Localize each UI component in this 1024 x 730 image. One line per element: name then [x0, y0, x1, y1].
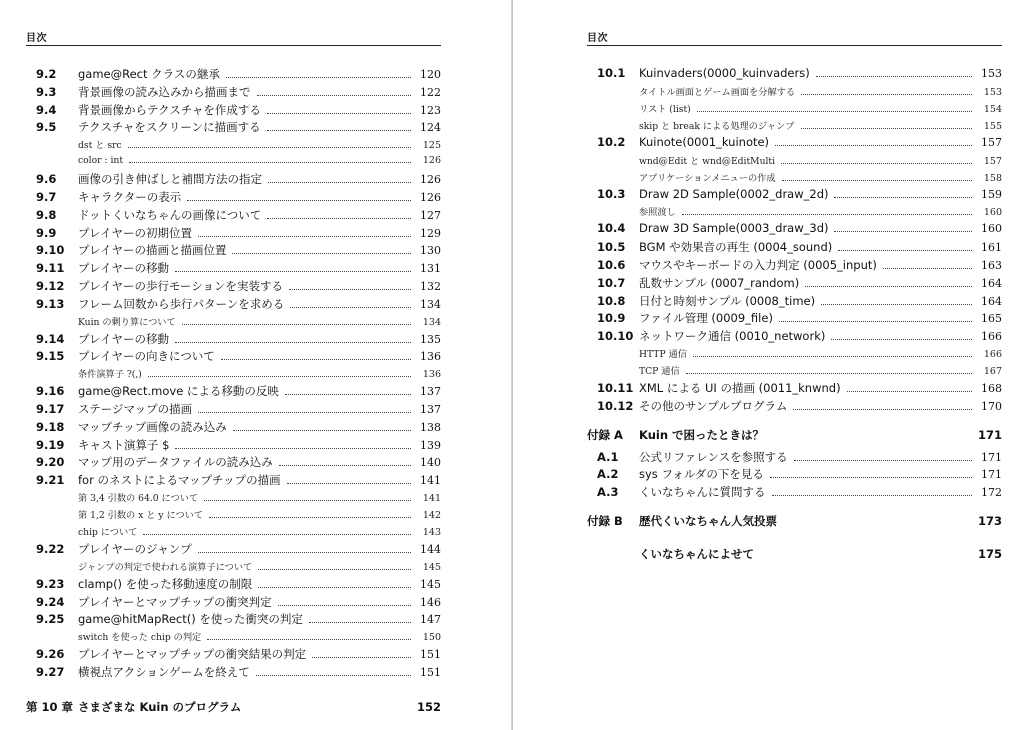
toc-section-entry[interactable]	[26, 171, 441, 189]
toc-entry-page-number: 166	[981, 330, 1002, 344]
toc-entry-title: フレーム回数から歩行パターンを求める	[78, 296, 285, 311]
toc-subsection-entry[interactable]	[587, 346, 1002, 363]
toc-subsection-entry[interactable]	[26, 490, 441, 507]
toc-entry-title: アプリケーションメニューの作成	[639, 172, 776, 184]
toc-entry-title: ジャンプの判定で使われる演算子について	[78, 561, 253, 573]
toc-entry-number: 10.5	[597, 240, 626, 255]
toc-section-entry[interactable]	[587, 275, 1002, 293]
toc-entry-page-number: 154	[983, 103, 1002, 115]
toc-entry-title: 参照渡し	[639, 207, 676, 219]
dot-leader	[794, 450, 972, 460]
toc-entry-page-number: 175	[977, 546, 1002, 561]
toc-entry-title: プレイヤーの歩行モーションを実装する	[78, 278, 284, 293]
dot-leader	[207, 632, 411, 640]
dot-leader	[838, 241, 972, 251]
toc-section-entry[interactable]	[26, 348, 441, 366]
toc-subsection-entry[interactable]	[587, 101, 1002, 118]
toc-entry-number: 10.7	[597, 275, 626, 290]
toc-entry-title: Kuin の剰り算について	[78, 316, 176, 328]
toc-subsection-entry[interactable]	[26, 154, 441, 171]
toc-entry-page-number: 157	[981, 135, 1002, 149]
dot-leader	[257, 86, 412, 96]
dot-leader	[805, 277, 972, 287]
dot-leader	[175, 332, 411, 342]
toc-section-entry[interactable]	[587, 466, 1002, 484]
toc-entry-title: タイトル画面とゲーム画面を分解する	[639, 86, 796, 98]
dot-leader	[686, 366, 972, 374]
toc-section-entry[interactable]	[587, 398, 1002, 416]
dot-leader	[129, 154, 411, 162]
toc-entry-number: 10.3	[597, 186, 626, 201]
toc-spacer	[587, 416, 1002, 427]
dot-leader	[268, 173, 411, 183]
toc-entry-title: プレイヤーの描画と描画位置	[78, 243, 227, 258]
toc-section-entry[interactable]	[26, 225, 441, 243]
toc-entry-number: 9.8	[36, 207, 57, 222]
toc-entry-page-number: 159	[981, 187, 1002, 201]
toc-entry-title: 画像の引き伸ばしと補間方法の指定	[78, 172, 262, 187]
toc-entry-page-number: 157	[983, 155, 1002, 167]
toc-entry-number: A.2	[597, 467, 619, 482]
toc-subsection-entry[interactable]	[587, 363, 1002, 380]
toc-entry-number: 9.23	[36, 576, 65, 591]
toc-entry-page-number: 160	[981, 222, 1002, 236]
toc-entry-title: リスト (list)	[639, 103, 691, 115]
dot-leader	[831, 330, 972, 340]
toc-entry-page-number: 137	[420, 402, 441, 416]
toc-entry-page-number: 161	[981, 241, 1002, 255]
toc-entry-page-number: 163	[981, 258, 1002, 272]
toc-entry-page-number: 120	[420, 68, 441, 81]
toc-entry-number: 9.19	[36, 437, 65, 452]
dot-leader	[187, 191, 411, 201]
dot-leader	[697, 103, 972, 111]
toc-entry-number: 9.5	[36, 120, 57, 135]
toc-entry-page-number: 146	[420, 595, 441, 609]
toc-entry-title: sys フォルダの下を見る	[639, 467, 764, 482]
toc-entry-title: 背景画像からテクスチャを作成する	[78, 102, 261, 117]
toc-entry-number: 10.2	[597, 134, 626, 149]
toc-entry-title: 条件演算子 ?(,)	[78, 369, 142, 381]
toc-entry-number: 9.3	[36, 84, 57, 99]
toc-entry-title: XML による UI の描画 (0011_knwnd)	[639, 380, 841, 395]
toc-list	[587, 66, 1002, 568]
toc-subsection-entry[interactable]	[587, 204, 1002, 221]
toc-entry-number: 10.9	[597, 311, 626, 326]
chapter-heading[interactable]	[26, 699, 441, 715]
dot-leader	[782, 172, 972, 180]
toc-entry-page-number: 137	[420, 385, 441, 399]
toc-entry-number: 9.11	[36, 261, 65, 276]
toc-section-entry[interactable]	[587, 293, 1002, 311]
toc-entry-title: HTTP 通信	[639, 348, 687, 360]
toc-entry-page-number: 125	[422, 140, 441, 152]
running-header: 目次	[587, 33, 608, 44]
dot-leader	[175, 438, 411, 448]
dot-leader	[198, 403, 411, 413]
toc-entry-page-number: 136	[420, 350, 441, 364]
toc-entry-title: for のネストによるマップチップの描画	[78, 473, 281, 488]
toc-entry-title: chip について	[78, 526, 138, 538]
dot-leader	[198, 543, 411, 553]
toc-entry-number: 10.6	[597, 257, 626, 272]
toc-section-entry[interactable]	[26, 576, 441, 594]
toc-entry-page-number: 164	[981, 294, 1002, 308]
toc-section-entry[interactable]	[587, 239, 1002, 257]
toc-entry-number: 9.18	[36, 419, 65, 434]
toc-subsection-entry[interactable]	[26, 559, 441, 576]
toc-entry-page-number: 145	[420, 577, 441, 591]
dot-leader	[148, 369, 411, 377]
dot-leader	[204, 493, 411, 501]
dot-leader	[834, 187, 972, 197]
dot-leader	[834, 222, 972, 232]
toc-entry-title: マップチップ画像の読み込み	[78, 419, 227, 434]
toc-entry-title: プレイヤーのジャンプ	[78, 541, 192, 556]
toc-section-entry[interactable]	[587, 449, 1002, 467]
toc-entry-page-number: 160	[983, 207, 1002, 219]
dot-leader	[775, 136, 972, 146]
toc-section-entry[interactable]	[26, 664, 441, 682]
toc-entry-title: dst と src	[78, 140, 122, 152]
dot-leader	[285, 385, 411, 395]
toc-entry-page-number: 127	[420, 208, 441, 222]
toc-subsection-entry[interactable]	[26, 137, 441, 154]
toc-entry-page-number: 139	[420, 438, 441, 452]
toc-section-entry[interactable]	[26, 296, 441, 314]
toc-entry-number: 9.27	[36, 664, 65, 679]
toc-subsection-entry[interactable]	[587, 84, 1002, 101]
toc-section-entry[interactable]	[587, 66, 1002, 84]
toc-entry-number: 9.20	[36, 455, 65, 470]
toc-entry-page-number: 167	[983, 365, 1002, 377]
toc-entry-number: 9.10	[36, 243, 65, 258]
toc-entry-title: プレイヤーの初期位置	[78, 225, 192, 240]
toc-section-entry[interactable]	[26, 331, 441, 349]
toc-entry-title: ドットくいなちゃんの画像について	[78, 207, 262, 222]
toc-entry-page-number: 126	[420, 173, 441, 187]
toc-entry-page-number: 132	[420, 279, 441, 293]
toc-entry-number: 9.25	[36, 612, 65, 627]
dot-leader	[258, 561, 411, 569]
toc-entry-number: 10.10	[597, 329, 634, 344]
toc-section-entry[interactable]	[26, 454, 441, 472]
toc-entry-title: キャスト演算子 $	[78, 437, 170, 452]
toc-entry-title: game@hitMapRect() を使った衝突の判定	[78, 612, 303, 627]
toc-section-entry[interactable]	[26, 646, 441, 664]
toc-entry-title: game@Rect.move による移動の反映	[78, 384, 279, 399]
dot-leader	[267, 209, 411, 219]
toc-entry-title: skip と break による処理のジャンプ	[639, 120, 795, 132]
toc-entry-page-number: 166	[983, 348, 1002, 360]
dot-leader	[289, 280, 411, 290]
toc-entry-title: マップ用のデータファイルの読み込み	[78, 455, 273, 470]
toc-appendix-entry[interactable]	[587, 427, 1002, 449]
toc-section-entry[interactable]	[26, 102, 441, 120]
toc-entry-number: A.1	[597, 449, 619, 464]
toc-entry-number: 10.11	[597, 380, 634, 395]
toc-entry-title: マウスやキーボードの入力判定 (0005_input)	[639, 257, 877, 272]
dot-leader	[267, 103, 411, 113]
toc-subsection-entry[interactable]	[587, 170, 1002, 187]
toc-entry-number: 9.6	[36, 172, 57, 187]
toc-section-entry[interactable]	[26, 401, 441, 419]
toc-entry-page-number: 126	[422, 154, 441, 166]
dot-leader	[198, 226, 411, 236]
toc-entry-number: 9.16	[36, 384, 65, 399]
toc-entry-title: プレイヤーの移動	[78, 261, 169, 276]
dot-leader	[287, 474, 411, 484]
toc-entry-number: 9.17	[36, 401, 65, 416]
toc-subsection-entry[interactable]	[26, 507, 441, 524]
toc-entry-number: A.3	[597, 485, 619, 500]
toc-entry-title: ファイル管理 (0009_file)	[639, 311, 773, 326]
toc-entry-title: game@Rect クラスの継承	[78, 67, 220, 81]
toc-entry-page-number: 126	[420, 190, 441, 204]
toc-entry-page-number: 171	[977, 427, 1002, 442]
toc-entry-title: 第 1,2 引数の x と y について	[78, 509, 204, 521]
dot-leader	[182, 316, 411, 324]
toc-entry-title: くいなちゃんに質問する	[639, 485, 766, 500]
toc-entry-title: 公式リファレンスを参照する	[639, 449, 788, 464]
dot-leader	[209, 510, 411, 518]
toc-section-entry[interactable]	[587, 257, 1002, 275]
toc-entry-page-number: 147	[420, 613, 441, 627]
toc-entry-page-number: 144	[420, 542, 441, 556]
toc-entry-page-number: 172	[981, 486, 1002, 500]
toc-entry-number: 9.2	[36, 67, 57, 81]
toc-section-entry[interactable]	[587, 135, 1002, 153]
toc-entry-page-number: 171	[981, 450, 1002, 464]
toc-entry-title: 背景画像の読み込みから描画まで	[78, 84, 251, 99]
toc-entry-number: 9.14	[36, 331, 65, 346]
toc-section-entry[interactable]	[587, 484, 1002, 502]
toc-subsection-entry[interactable]	[587, 153, 1002, 170]
toc-entry-number: 9.13	[36, 296, 65, 311]
toc-entry-page-number: 155	[983, 120, 1002, 132]
dot-leader	[128, 140, 411, 148]
toc-entry-page-number: 122	[420, 85, 441, 99]
toc-entry-page-number: 134	[422, 316, 441, 328]
dot-leader	[143, 527, 411, 535]
toc-spacer	[587, 502, 1002, 513]
toc-list	[26, 66, 441, 682]
toc-section-entry[interactable]	[26, 207, 441, 225]
dot-leader	[801, 86, 972, 94]
toc-section-entry[interactable]	[26, 472, 441, 490]
toc-entry-title: Kuin で困ったときは？	[639, 427, 765, 442]
dot-leader	[267, 121, 411, 131]
toc-entry-page-number: 164	[981, 276, 1002, 290]
toc-entry-page-number: 168	[981, 381, 1002, 395]
toc-section-entry[interactable]	[587, 328, 1002, 346]
right-page	[513, 0, 1024, 730]
toc-entry-page-number: 135	[420, 332, 441, 346]
toc-entry-number: 9.12	[36, 278, 65, 293]
dot-leader	[682, 207, 972, 215]
toc-entry-page-number: 142	[422, 509, 441, 521]
toc-section-entry[interactable]	[587, 310, 1002, 328]
dot-leader	[309, 613, 411, 623]
toc-entry-page-number: 129	[420, 226, 441, 240]
toc-entry-number: 付録 B	[587, 513, 623, 528]
toc-entry-page-number: 171	[981, 468, 1002, 482]
toc-entry-title: プレイヤーの向きについて	[78, 349, 215, 364]
toc-entry-number: 10.8	[597, 293, 626, 308]
dot-leader	[226, 68, 411, 78]
header-rule	[587, 45, 1002, 46]
toc-entry-page-number: 145	[422, 561, 441, 573]
toc-entry-page-number: 136	[422, 369, 441, 381]
dot-leader	[221, 350, 411, 360]
toc-entry-page-number: 153	[983, 86, 1002, 98]
chapter-number: 第 10 章	[26, 700, 74, 714]
toc-entry-page-number: 150	[422, 632, 441, 644]
toc-entry-number: 9.22	[36, 541, 65, 556]
toc-section-entry[interactable]	[26, 119, 441, 137]
toc-entry-title: プレイヤーの移動	[78, 331, 169, 346]
dot-leader	[290, 298, 411, 308]
toc-entry-page-number: 141	[420, 474, 441, 488]
toc-subsection-entry[interactable]	[26, 314, 441, 331]
dot-leader	[175, 262, 411, 272]
toc-entry-number: 付録 A	[587, 427, 623, 442]
dot-leader	[793, 400, 972, 410]
toc-entry-title: キャラクターの表示	[78, 189, 182, 204]
toc-appendix-entry[interactable]	[587, 513, 1002, 535]
toc-subsection-entry[interactable]	[26, 524, 441, 541]
toc-entry-title: color : int	[78, 154, 124, 166]
toc-section-entry[interactable]	[26, 189, 441, 207]
toc-entry-number: 9.9	[36, 225, 57, 240]
toc-entry-title: ステージマップの描画	[78, 401, 193, 416]
toc-section-entry[interactable]	[26, 278, 441, 296]
toc-entry-title: テクスチャをスクリーンに描画する	[78, 120, 261, 135]
toc-entry-title: ネットワーク通信 (0010_network)	[639, 329, 826, 344]
toc-entry-page-number: 124	[420, 121, 441, 135]
chapter-title: さまざまな Kuin のプログラム	[78, 700, 242, 714]
dot-leader	[256, 666, 411, 676]
toc-entry-page-number: 143	[422, 526, 441, 538]
dot-leader	[233, 421, 411, 431]
toc-entry-title: TCP 通信	[639, 365, 680, 377]
toc-entry-page-number: 153	[981, 67, 1002, 80]
toc-entry-number: 10.12	[597, 398, 634, 413]
dot-leader	[770, 468, 972, 478]
toc-subsection-entry[interactable]	[587, 118, 1002, 135]
dot-leader	[312, 648, 411, 658]
dot-leader	[258, 578, 411, 588]
toc-entry-page-number: 173	[977, 513, 1002, 528]
toc-subsection-entry[interactable]	[26, 366, 441, 383]
toc-entry-title: Draw 3D Sample(0003_draw_3d)	[639, 221, 829, 236]
toc-entry-title: くいなちゃんによせて	[639, 546, 754, 561]
dot-leader	[279, 456, 411, 466]
dot-leader	[278, 595, 411, 605]
toc-entry-number: 9.24	[36, 594, 65, 609]
dot-leader	[693, 349, 972, 357]
toc-entry-number: 9.15	[36, 349, 65, 364]
toc-subsection-entry[interactable]	[26, 629, 441, 646]
toc-entry-title: Kuinote(0001_kuinote)	[639, 134, 770, 149]
dot-leader	[801, 120, 973, 128]
toc-entry-number: 10.1	[597, 66, 626, 80]
toc-entry-title: 乱数サンプル (0007_random)	[639, 275, 800, 290]
toc-section-entry[interactable]	[26, 260, 441, 278]
toc-section-entry[interactable]	[26, 383, 441, 401]
toc-entry-title: 日付と時刻サンプル (0008_time)	[639, 293, 816, 308]
toc-entry-title: Draw 2D Sample(0002_draw_2d)	[639, 186, 829, 201]
toc-section-entry[interactable]	[26, 541, 441, 559]
toc-entry-title: 横視点アクションゲームを終えて	[78, 664, 250, 679]
dot-leader	[772, 486, 973, 496]
toc-section-entry[interactable]	[26, 66, 441, 84]
toc-entry-title: clamp() を使った移動速度の制限	[78, 576, 253, 591]
toc-section-entry[interactable]	[26, 419, 441, 437]
toc-entry-page-number: 123	[420, 103, 441, 117]
toc-entry-title: BGM や効果音の再生 (0004_sound)	[639, 240, 833, 255]
toc-entry-page-number: 131	[420, 262, 441, 276]
toc-entry-title: その他のサンプルプログラム	[639, 398, 788, 413]
dot-leader	[821, 294, 972, 304]
dot-leader	[816, 67, 972, 77]
toc-entry-title: 第 3,4 引数の 64.0 について	[78, 492, 199, 504]
toc-entry-page-number: 151	[420, 648, 441, 662]
toc-entry-page-number: 151	[420, 665, 441, 679]
toc-entry-page-number: 130	[420, 244, 441, 258]
toc-section-entry[interactable]	[26, 437, 441, 455]
toc-entry-page-number: 140	[420, 456, 441, 470]
toc-entry-number: 9.4	[36, 102, 57, 117]
chapter-page-number: 152	[416, 700, 441, 714]
dot-leader	[847, 382, 972, 392]
toc-entry-page-number: 141	[422, 492, 441, 504]
toc-spacer	[587, 535, 1002, 546]
toc-section-entry[interactable]	[587, 380, 1002, 398]
toc-entry-title: wnd@Edit と wnd@EditMulti	[639, 155, 776, 167]
toc-entry-title: プレイヤーとマップチップの衝突結果の判定	[78, 647, 307, 662]
toc-section-entry[interactable]	[26, 84, 441, 102]
running-header: 目次	[26, 33, 47, 44]
toc-section-entry[interactable]	[26, 242, 441, 260]
toc-entry-title: switch を使った chip の判定	[78, 632, 202, 644]
toc-entry-page-number: 165	[981, 312, 1002, 326]
toc-section-entry[interactable]	[587, 221, 1002, 239]
toc-entry-title: 歴代くいなちゃん人気投票	[639, 513, 777, 528]
toc-entry-page-number: 138	[420, 420, 441, 434]
toc-section-entry[interactable]	[587, 187, 1002, 205]
dot-leader	[781, 155, 972, 163]
toc-section-entry[interactable]	[26, 594, 441, 612]
dot-leader	[232, 244, 411, 254]
header-rule	[26, 45, 441, 46]
toc-appendix-entry[interactable]	[587, 546, 1002, 568]
toc-entry-title: プレイヤーとマップチップの衝突判定	[78, 594, 272, 609]
toc-entry-title: Kuinvaders(0000_kuinvaders)	[639, 66, 810, 80]
dot-leader	[883, 259, 972, 269]
toc-entry-page-number: 134	[420, 297, 441, 311]
toc-entry-page-number: 158	[983, 172, 1002, 184]
dot-leader	[779, 312, 972, 322]
toc-entry-number: 9.26	[36, 647, 65, 662]
toc-entry-number: 10.4	[597, 221, 626, 236]
toc-entry-number: 9.21	[36, 473, 65, 488]
toc-entry-number: 9.7	[36, 189, 57, 204]
toc-entry-page-number: 170	[981, 399, 1002, 413]
toc-section-entry[interactable]	[26, 611, 441, 629]
